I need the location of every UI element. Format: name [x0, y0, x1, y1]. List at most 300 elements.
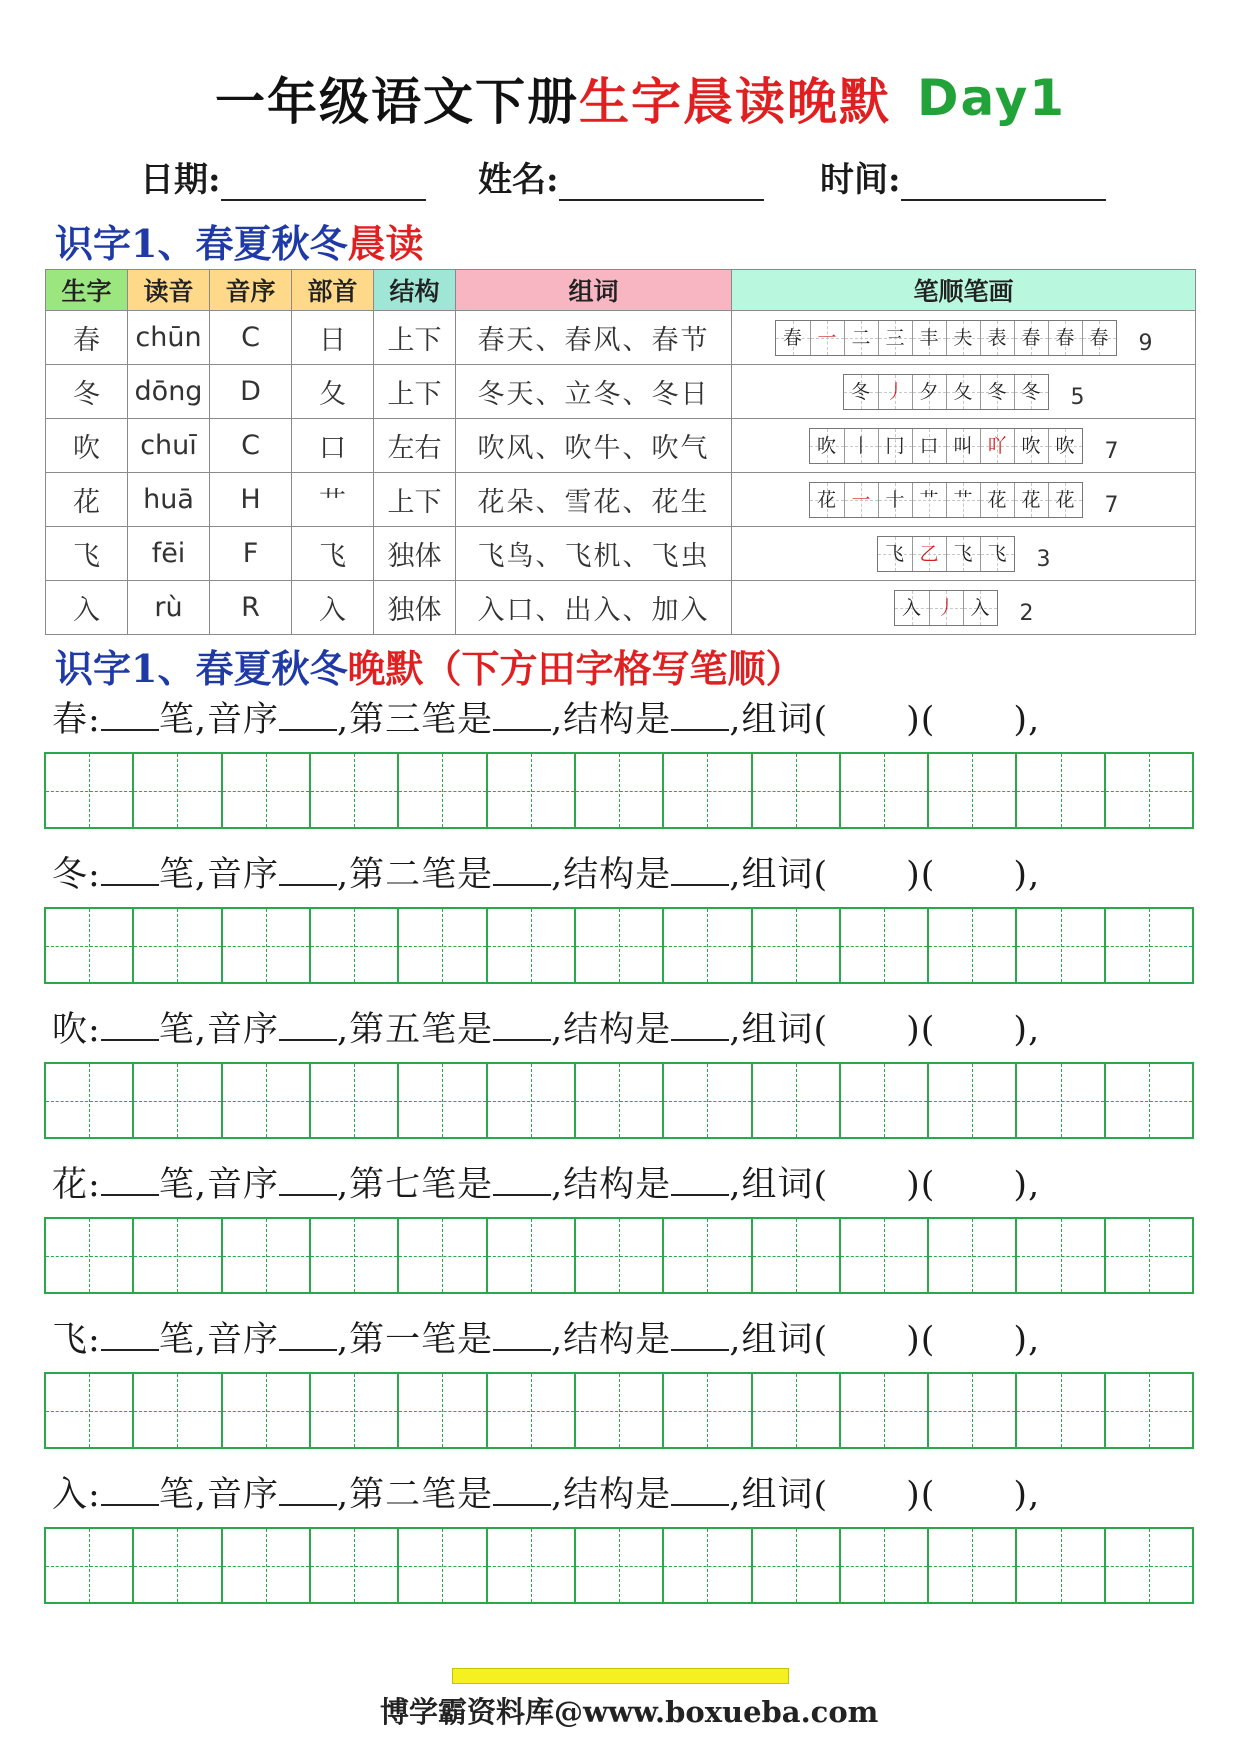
question-text: 组词( [741, 1475, 829, 1515]
tianzige-cell[interactable] [839, 1219, 927, 1292]
tianzige-cell[interactable] [309, 1219, 397, 1292]
radical-cell: 夂 [292, 365, 374, 419]
answer-blank[interactable] [101, 1166, 159, 1196]
tianzige-cell[interactable] [662, 1219, 750, 1292]
question-text: , [729, 700, 742, 740]
stroke-box: 花 [810, 483, 844, 517]
stroke-order-cell [732, 581, 1196, 635]
question-text: )( [906, 1010, 936, 1050]
tianzige-cell[interactable] [132, 1064, 220, 1137]
tianzige-cell[interactable] [486, 754, 574, 827]
tianzige-cell[interactable] [221, 1219, 309, 1292]
highlight-bar [452, 1668, 789, 1684]
tianzige-grid [44, 1527, 1194, 1604]
stroke-box: 一 [810, 321, 844, 355]
answer-blank[interactable] [671, 1011, 729, 1041]
stroke-box: 冬 [1014, 375, 1048, 409]
stroke-box: 口 [912, 429, 946, 463]
question-text: 第 [349, 700, 386, 740]
answer-blank[interactable] [279, 1476, 337, 1506]
stroke-box: 艹 [946, 483, 980, 517]
table-row [46, 527, 1196, 581]
question-text: 结构是 [563, 855, 672, 895]
structure-cell: 独体 [374, 527, 456, 581]
question-text: ), [1013, 1165, 1041, 1205]
tianzige-cell[interactable] [574, 1529, 662, 1602]
tianzige-cell[interactable] [397, 1374, 485, 1447]
tianzige-cell[interactable] [1015, 909, 1103, 982]
words-cell: 花朵、雪花、花生 [456, 473, 732, 527]
time-field[interactable] [820, 152, 1106, 202]
stroke-box: 乙 [912, 537, 946, 571]
question-text: , [336, 1010, 350, 1050]
tianzige-cell[interactable] [662, 1064, 750, 1137]
answer-blank[interactable] [279, 1321, 337, 1351]
tianzige-cell[interactable] [839, 1064, 927, 1137]
answer-blank[interactable] [671, 1321, 729, 1351]
tianzige-cell[interactable] [397, 1219, 485, 1292]
stroke-box: 春 [1048, 321, 1082, 355]
stroke-box: 夫 [946, 321, 980, 355]
dictation-question [52, 1157, 1040, 1207]
tianzige-cell[interactable] [751, 754, 839, 827]
question-text: : [88, 1475, 101, 1515]
question-text: 第 [349, 1010, 386, 1050]
tianzige-grid [44, 1372, 1194, 1449]
tianzige-cell[interactable] [486, 1374, 574, 1447]
tianzige-cell[interactable] [751, 1064, 839, 1137]
stroke-box: 丨 [844, 429, 878, 463]
stroke-order-strip [809, 428, 1083, 464]
answer-blank[interactable] [279, 1011, 337, 1041]
table-header-row [46, 270, 1196, 311]
table-row [46, 311, 1196, 365]
char-cell: 入 [46, 581, 128, 635]
tianzige-cell[interactable] [1104, 1529, 1192, 1602]
tianzige-cell[interactable] [309, 1374, 397, 1447]
tianzige-cell[interactable] [1015, 1374, 1103, 1447]
stroke-box: 冬 [980, 375, 1014, 409]
question-text: 音序 [206, 1475, 279, 1515]
question-text: , [551, 1475, 564, 1515]
section-morning-heading [55, 213, 423, 268]
tianzige-cell[interactable] [486, 1529, 574, 1602]
section-evening-tag: 晚默（下方田字格写笔顺） [347, 646, 804, 691]
radical-cell: 飞 [292, 527, 374, 581]
stroke-box: 丿 [878, 375, 912, 409]
title-part-topic: 生字晨读晚默 [579, 72, 891, 131]
footer-watermark: 博学霸资料库@www.boxueba.com [380, 1695, 879, 1729]
words-cell: 春天、春风、春节 [456, 311, 732, 365]
stroke-box: 艹 [912, 483, 946, 517]
date-field[interactable] [140, 152, 426, 202]
letter-cell: D [210, 365, 292, 419]
question-text: 笔, [158, 1165, 207, 1205]
tianzige-cell[interactable] [839, 1529, 927, 1602]
stroke-order-strip [809, 482, 1083, 518]
tianzige-cell[interactable] [839, 754, 927, 827]
question-text: , [336, 700, 350, 740]
tianzige-cell[interactable] [132, 754, 220, 827]
tianzige-cell[interactable] [927, 1219, 1015, 1292]
question-text: ), [1013, 1010, 1041, 1050]
question-text: )( [906, 1165, 936, 1205]
tianzige-cell[interactable] [1015, 754, 1103, 827]
stroke-count: 2 [1019, 601, 1034, 626]
answer-blank[interactable] [101, 1476, 159, 1506]
tianzige-cell[interactable] [751, 1374, 839, 1447]
question-text: 二 [385, 855, 422, 895]
stroke-count: 5 [1070, 385, 1085, 410]
tianzige-cell[interactable] [221, 1374, 309, 1447]
character-table [45, 269, 1196, 635]
dictation-question [52, 847, 1040, 897]
question-text: 音序 [206, 855, 279, 895]
stroke-box: 春 [1014, 321, 1048, 355]
section-evening-title: 识字1、春夏秋冬 [55, 646, 348, 691]
question-text: 笔是 [421, 1165, 494, 1205]
stroke-count: 7 [1104, 439, 1119, 464]
stroke-box: 夕 [912, 375, 946, 409]
tianzige-cell[interactable] [751, 909, 839, 982]
question-text: )( [906, 1320, 936, 1360]
tianzige-cell[interactable] [662, 1529, 750, 1602]
question-text: ), [1013, 700, 1041, 740]
stroke-count: 9 [1138, 331, 1153, 356]
question-text: 五 [385, 1010, 422, 1050]
stroke-box: 花 [980, 483, 1014, 517]
worksheet-title [215, 62, 1175, 132]
tianzige-cell[interactable] [1104, 754, 1192, 827]
pinyin-cell: chūn [128, 311, 210, 365]
question-text: , [729, 1165, 742, 1205]
question-text: , [336, 1165, 350, 1205]
table-header-cell: 笔顺笔画 [732, 270, 1196, 311]
tianzige-cell[interactable] [927, 1064, 1015, 1137]
question-text: 第 [349, 855, 386, 895]
tianzige-cell[interactable] [132, 1374, 220, 1447]
tianzige-cell[interactable] [46, 1064, 132, 1137]
table-header-cell: 结构 [374, 270, 456, 311]
dictation-question [52, 1312, 1040, 1362]
table-header-cell: 部首 [292, 270, 374, 311]
question-text: 第 [349, 1165, 386, 1205]
question-text: 结构是 [563, 1010, 672, 1050]
structure-cell: 独体 [374, 581, 456, 635]
question-text: , [729, 855, 742, 895]
question-text: 音序 [206, 1010, 279, 1050]
table-header-cell: 生字 [46, 270, 128, 311]
tianzige-cell[interactable] [1015, 1064, 1103, 1137]
answer-blank[interactable] [101, 1011, 159, 1041]
question-text: 结构是 [563, 700, 672, 740]
tianzige-cell[interactable] [1104, 909, 1192, 982]
question-text: 音序 [206, 1320, 279, 1360]
question-text: , [551, 1165, 564, 1205]
question-text: : [88, 1165, 101, 1205]
stroke-box: 吖 [980, 429, 1014, 463]
tianzige-cell[interactable] [309, 909, 397, 982]
tianzige-cell[interactable] [1104, 1374, 1192, 1447]
radical-cell: 艹 [292, 473, 374, 527]
question-text: : [88, 1320, 101, 1360]
tianzige-cell[interactable] [574, 909, 662, 982]
question-text: 第 [349, 1320, 386, 1360]
answer-blank[interactable] [671, 701, 729, 731]
table-header-cell: 读音 [128, 270, 210, 311]
question-text: 结构是 [563, 1320, 672, 1360]
date-blank[interactable] [221, 161, 426, 201]
question-text: 花 [52, 1165, 89, 1205]
char-cell: 飞 [46, 527, 128, 581]
question-text: , [551, 700, 564, 740]
question-text: 组词( [741, 700, 829, 740]
section-morning-tag: 晨读 [347, 221, 424, 266]
tianzige-cell[interactable] [839, 909, 927, 982]
pinyin-cell: huā [128, 473, 210, 527]
answer-blank[interactable] [279, 1166, 337, 1196]
stroke-order-cell [732, 311, 1196, 365]
answer-blank[interactable] [493, 856, 551, 886]
question-text: 笔是 [421, 855, 494, 895]
name-field[interactable] [478, 152, 764, 202]
stroke-box: 冬 [844, 375, 878, 409]
answer-blank[interactable] [493, 1476, 551, 1506]
stroke-count: 7 [1104, 493, 1119, 518]
stroke-box: 十 [878, 483, 912, 517]
question-text: , [729, 1010, 742, 1050]
tianzige-cell[interactable] [662, 754, 750, 827]
stroke-box: 一 [844, 483, 878, 517]
date-label: 日期: [140, 160, 221, 200]
question-text: : [88, 1010, 101, 1050]
question-text: 组词( [741, 1165, 829, 1205]
dictation-question [52, 1467, 1040, 1517]
tianzige-cell[interactable] [751, 1219, 839, 1292]
question-text: 一 [385, 1320, 422, 1360]
words-cell: 冬天、立冬、冬日 [456, 365, 732, 419]
tianzige-cell[interactable] [221, 909, 309, 982]
tianzige-cell[interactable] [574, 1374, 662, 1447]
question-text: 音序 [206, 1165, 279, 1205]
question-text: : [88, 700, 101, 740]
stroke-box: 冂 [878, 429, 912, 463]
question-text: 结构是 [563, 1475, 672, 1515]
tianzige-cell[interactable] [397, 1529, 485, 1602]
tianzige-cell[interactable] [486, 1064, 574, 1137]
tianzige-cell[interactable] [132, 1219, 220, 1292]
letter-cell: H [210, 473, 292, 527]
tianzige-cell[interactable] [486, 909, 574, 982]
tianzige-cell[interactable] [1015, 1529, 1103, 1602]
tianzige-cell[interactable] [839, 1374, 927, 1447]
answer-blank[interactable] [101, 856, 159, 886]
tianzige-cell[interactable] [662, 909, 750, 982]
question-text: 吹 [52, 1010, 89, 1050]
char-cell: 花 [46, 473, 128, 527]
tianzige-cell[interactable] [221, 1529, 309, 1602]
tianzige-cell[interactable] [132, 909, 220, 982]
tianzige-cell[interactable] [927, 909, 1015, 982]
structure-cell: 上下 [374, 365, 456, 419]
question-text: )( [906, 855, 936, 895]
question-text: )( [906, 1475, 936, 1515]
tianzige-cell[interactable] [574, 1219, 662, 1292]
answer-blank[interactable] [279, 701, 337, 731]
question-text: 笔是 [421, 1320, 494, 1360]
answer-blank[interactable] [671, 1476, 729, 1506]
title-part-day: Day1 [917, 69, 1067, 127]
answer-blank[interactable] [493, 1011, 551, 1041]
char-cell: 吹 [46, 419, 128, 473]
question-text: 冬 [52, 855, 89, 895]
stroke-box: 入 [895, 591, 929, 625]
answer-blank[interactable] [101, 701, 159, 731]
answer-blank[interactable] [493, 1166, 551, 1196]
tianzige-cell[interactable] [927, 1529, 1015, 1602]
question-text: , [336, 855, 350, 895]
letter-cell: F [210, 527, 292, 581]
tianzige-cell[interactable] [574, 754, 662, 827]
table-header-cell: 音序 [210, 270, 292, 311]
tianzige-cell[interactable] [1015, 1219, 1103, 1292]
stroke-box: 三 [878, 321, 912, 355]
question-text: 音序 [206, 700, 279, 740]
question-text: 笔, [158, 700, 207, 740]
stroke-box: 吹 [1014, 429, 1048, 463]
stroke-box: 花 [1048, 483, 1082, 517]
tianzige-cell[interactable] [397, 754, 485, 827]
stroke-order-cell [732, 365, 1196, 419]
tianzige-cell[interactable] [309, 1064, 397, 1137]
table-row [46, 365, 1196, 419]
char-cell: 冬 [46, 365, 128, 419]
question-text: ), [1013, 1320, 1041, 1360]
stroke-box: 丿 [929, 591, 963, 625]
stroke-count: 3 [1036, 547, 1051, 572]
tianzige-cell[interactable] [397, 909, 485, 982]
tianzige-cell[interactable] [221, 1064, 309, 1137]
answer-blank[interactable] [671, 856, 729, 886]
question-text: 笔, [158, 855, 207, 895]
dictation-question [52, 1002, 1040, 1052]
title-part-grade: 一年级语文下册 [215, 72, 579, 131]
tianzige-cell[interactable] [662, 1374, 750, 1447]
stroke-box: 吹 [1048, 429, 1082, 463]
words-cell: 飞鸟、飞机、飞虫 [456, 527, 732, 581]
question-text: , [336, 1320, 350, 1360]
question-text: 组词( [741, 855, 829, 895]
table-row [46, 419, 1196, 473]
tianzige-grid [44, 907, 1194, 984]
question-text: 结构是 [563, 1165, 672, 1205]
letter-cell: R [210, 581, 292, 635]
question-text: 飞 [52, 1320, 89, 1360]
question-text: 组词( [741, 1010, 829, 1050]
tianzige-cell[interactable] [46, 1374, 132, 1447]
section-evening-heading [55, 638, 803, 693]
stroke-order-cell [732, 527, 1196, 581]
section-morning-title: 识字1、春夏秋冬 [55, 221, 348, 266]
tianzige-cell[interactable] [574, 1064, 662, 1137]
tianzige-cell[interactable] [397, 1064, 485, 1137]
tianzige-cell[interactable] [309, 754, 397, 827]
pinyin-cell: chuī [128, 419, 210, 473]
letter-cell: C [210, 419, 292, 473]
words-cell: 入口、出入、加入 [456, 581, 732, 635]
stroke-order-cell [732, 473, 1196, 527]
question-text: , [551, 1320, 564, 1360]
time-blank[interactable] [901, 161, 1106, 201]
question-text: ), [1013, 1475, 1041, 1515]
stroke-box: 飞 [878, 537, 912, 571]
answer-blank[interactable] [671, 1166, 729, 1196]
tianzige-cell[interactable] [927, 754, 1015, 827]
stroke-box: 飞 [946, 537, 980, 571]
answer-blank[interactable] [493, 701, 551, 731]
dictation-question [52, 692, 1040, 742]
radical-cell: 日 [292, 311, 374, 365]
question-text: 七 [385, 1165, 422, 1205]
stroke-order-strip [775, 320, 1117, 356]
letter-cell: C [210, 311, 292, 365]
structure-cell: 上下 [374, 473, 456, 527]
tianzige-cell[interactable] [46, 754, 132, 827]
stroke-box: 吹 [810, 429, 844, 463]
name-label: 姓名: [478, 160, 559, 200]
answer-blank[interactable] [493, 1321, 551, 1351]
answer-blank[interactable] [279, 856, 337, 886]
structure-cell: 左右 [374, 419, 456, 473]
tianzige-cell[interactable] [221, 754, 309, 827]
question-text: 组词( [741, 1320, 829, 1360]
stroke-box: 春 [776, 321, 810, 355]
tianzige-cell[interactable] [1104, 1064, 1192, 1137]
question-text: 二 [385, 1475, 422, 1515]
question-text: ), [1013, 855, 1041, 895]
tianzige-cell[interactable] [46, 1219, 132, 1292]
tianzige-cell[interactable] [927, 1374, 1015, 1447]
tianzige-cell[interactable] [309, 1529, 397, 1602]
answer-blank[interactable] [101, 1321, 159, 1351]
question-text: 入 [52, 1475, 89, 1515]
tianzige-cell[interactable] [751, 1529, 839, 1602]
stroke-box: 春 [1082, 321, 1116, 355]
question-text: , [551, 855, 564, 895]
stroke-box: 叫 [946, 429, 980, 463]
tianzige-cell[interactable] [486, 1219, 574, 1292]
words-cell: 吹风、吹牛、吹气 [456, 419, 732, 473]
stroke-box: 丰 [912, 321, 946, 355]
char-cell: 春 [46, 311, 128, 365]
stroke-order-strip [894, 590, 998, 626]
tianzige-cell[interactable] [132, 1529, 220, 1602]
tianzige-cell[interactable] [46, 1529, 132, 1602]
stroke-order-strip [877, 536, 1015, 572]
question-text: )( [906, 700, 936, 740]
name-blank[interactable] [559, 161, 764, 201]
stroke-box: 花 [1014, 483, 1048, 517]
tianzige-cell[interactable] [1104, 1219, 1192, 1292]
stroke-box: 入 [963, 591, 997, 625]
question-text: 笔是 [421, 1010, 494, 1050]
time-label: 时间: [820, 160, 901, 200]
tianzige-cell[interactable] [46, 909, 132, 982]
stroke-box: 夂 [946, 375, 980, 409]
pinyin-cell: fēi [128, 527, 210, 581]
radical-cell: 入 [292, 581, 374, 635]
table-header-cell: 组词 [456, 270, 732, 311]
